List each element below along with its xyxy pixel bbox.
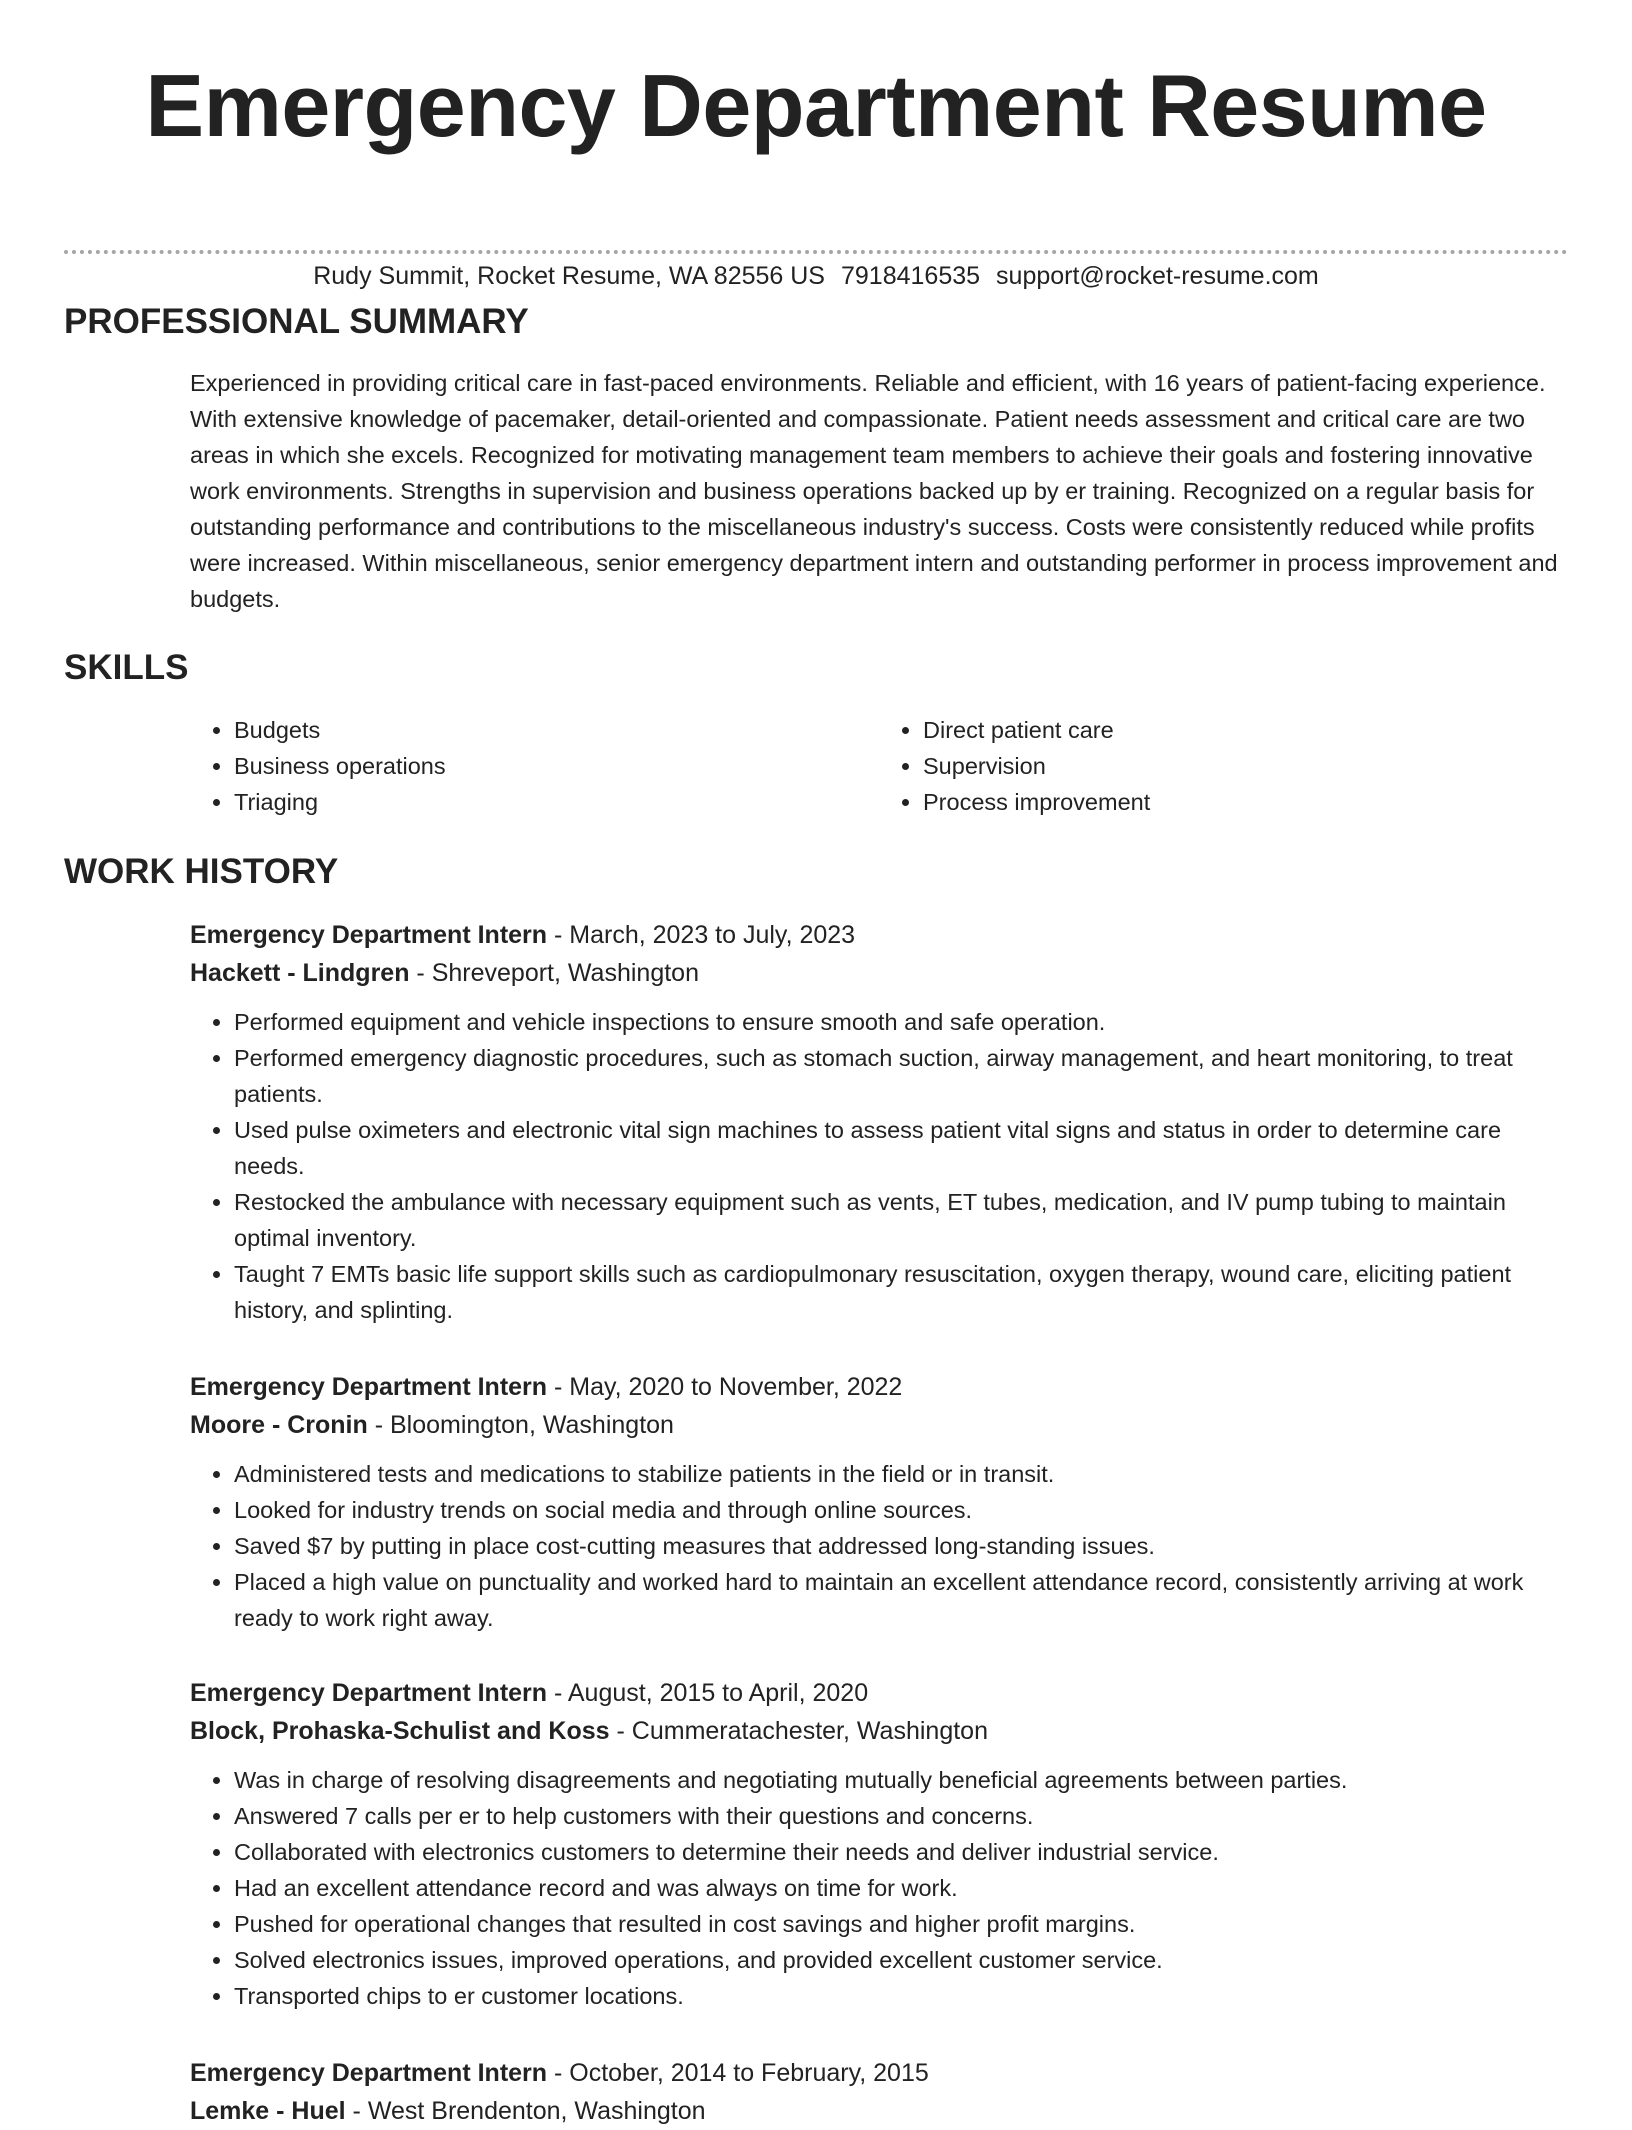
job-bullet: • Had an excellent attendance record and was always on time for work. <box>234 1870 1568 1906</box>
job-title: Emergency Department Intern <box>190 1679 548 1707</box>
skill-item: • Budgets <box>234 712 879 748</box>
job-title-line <box>190 1368 1568 1406</box>
skills-column-right <box>879 712 1568 820</box>
job-bullet: • Used pulse oximeters and electronic vital sign machines to assess patient vital signs and status in order to determine care needs. <box>234 1112 1568 1184</box>
skill-item: • Direct patient care <box>923 712 1568 748</box>
contact-phone: 7918416535 <box>841 262 981 290</box>
job-bullet: • Pushed for operational changes that resulted in cost savings and higher profit margins. <box>234 1906 1568 1942</box>
header-divider <box>64 250 1568 254</box>
job-title: Emergency Department Intern <box>190 1373 548 1401</box>
job-bullet: • Looked for industry trends on social media and through online sources. <box>234 1492 1568 1528</box>
contact-line <box>0 258 1632 294</box>
job-bullet: • Solved electronics issues, improved operations, and provided excellent customer service. <box>234 1942 1568 1978</box>
summary-text: Experienced in providing critical care in fast-paced environments. Reliable and efficient, with 16 years of patient-facing experience. With extensive knowledge of pacemaker, detail-oriented and compassionate. Patient needs assessment and critical care are two areas in which she excels. Recognized for motivating management team members to achieve their goals and fostering innovative work environments. Strengths in supervision and business operations backed up by er training. Recognized on a regular basis for outstanding performance and contributions to the miscellaneous industry's success. Costs were consistently reduced while profits were increased. Within miscellaneous, senior emergency department intern and outstanding performer in process improvement and budgets. <box>190 370 1558 612</box>
job-bullet: • Performed emergency diagnostic procedures, such as stomach suction, airway management, and heart monitoring, to treat patients. <box>234 1040 1568 1112</box>
job-location: - Cummeratachester, Washington <box>609 1717 988 1745</box>
job-bullet: • Answered 7 calls per er to help customers with their questions and concerns. <box>234 1798 1568 1834</box>
job-title-line <box>190 1674 1568 1712</box>
skills-list <box>190 712 1568 820</box>
job-company-line <box>190 954 1568 992</box>
job-entry <box>190 1674 1568 2014</box>
job-title: Emergency Department Intern <box>190 2059 548 2087</box>
job-bullet: • Taught 7 EMTs basic life support skills such as cardiopulmonary resuscitation, oxygen therapy, wound care, eliciting patient history, and splinting. <box>234 1256 1568 1328</box>
job-dates: - March, 2023 to July, 2023 <box>547 921 856 949</box>
job-entry <box>190 1368 1568 1636</box>
job-dates: - August, 2015 to April, 2020 <box>547 1679 869 1707</box>
job-company: Block, Prohaska-Schulist and Koss <box>190 1717 610 1745</box>
job-company: Moore - Cronin <box>190 1411 368 1439</box>
job-title-line <box>190 916 1568 954</box>
skill-item: • Supervision <box>923 748 1568 784</box>
job-company: Hackett - Lindgren <box>190 959 410 987</box>
resume-title: Emergency Department Resume <box>145 56 1487 155</box>
job-dates: - May, 2020 to November, 2022 <box>547 1373 903 1401</box>
summary-heading: PROFESSIONAL SUMMARY <box>64 302 529 341</box>
job-bullet: • Performed equipment and vehicle inspections to ensure smooth and safe operation. <box>234 1004 1568 1040</box>
job-entry <box>190 2054 1568 2130</box>
skill-item: • Process improvement <box>923 784 1568 820</box>
job-location: - Shreveport, Washington <box>409 959 699 987</box>
job-company-line <box>190 2092 1568 2130</box>
skills-heading: SKILLS <box>64 648 189 687</box>
job-company-line <box>190 1406 1568 1444</box>
job-bullet: • Administered tests and medications to stabilize patients in the field or in transit. <box>234 1456 1568 1492</box>
job-bullet: • Restocked the ambulance with necessary equipment such as vents, ET tubes, medication, and IV pump tubing to maintain optimal inventory. <box>234 1184 1568 1256</box>
job-title: Emergency Department Intern <box>190 921 548 949</box>
job-bullets <box>190 1762 1568 2014</box>
job-bullets <box>190 1456 1568 1636</box>
job-location: - West Brendenton, Washington <box>345 2097 706 2125</box>
contact-address: Rudy Summit, Rocket Resume, WA 82556 US <box>313 262 825 290</box>
job-company-line <box>190 1712 1568 1750</box>
job-location: - Bloomington, Washington <box>367 1411 674 1439</box>
job-bullet: • Transported chips to er customer locations. <box>234 1978 1568 2014</box>
job-bullet: • Collaborated with electronics customers to determine their needs and deliver industrial service. <box>234 1834 1568 1870</box>
contact-email: support@rocket-resume.com <box>996 262 1319 290</box>
skill-item: • Triaging <box>234 784 879 820</box>
job-bullet: • Was in charge of resolving disagreements and negotiating mutually beneficial agreements between parties. <box>234 1762 1568 1798</box>
job-bullet: • Placed a high value on punctuality and worked hard to maintain an excellent attendance record, consistently arriving at work ready to work right away. <box>234 1564 1568 1636</box>
work-history-heading: WORK HISTORY <box>64 852 339 891</box>
job-entry <box>190 916 1568 1328</box>
job-dates: - October, 2014 to February, 2015 <box>547 2059 929 2087</box>
skills-column-left <box>190 712 879 820</box>
job-company: Lemke - Huel <box>190 2097 346 2125</box>
job-title-line <box>190 2054 1568 2092</box>
skill-item: • Business operations <box>234 748 879 784</box>
job-bullet: • Saved $7 by putting in place cost-cutting measures that addressed long-standing issues. <box>234 1528 1568 1564</box>
job-bullets <box>190 1004 1568 1328</box>
